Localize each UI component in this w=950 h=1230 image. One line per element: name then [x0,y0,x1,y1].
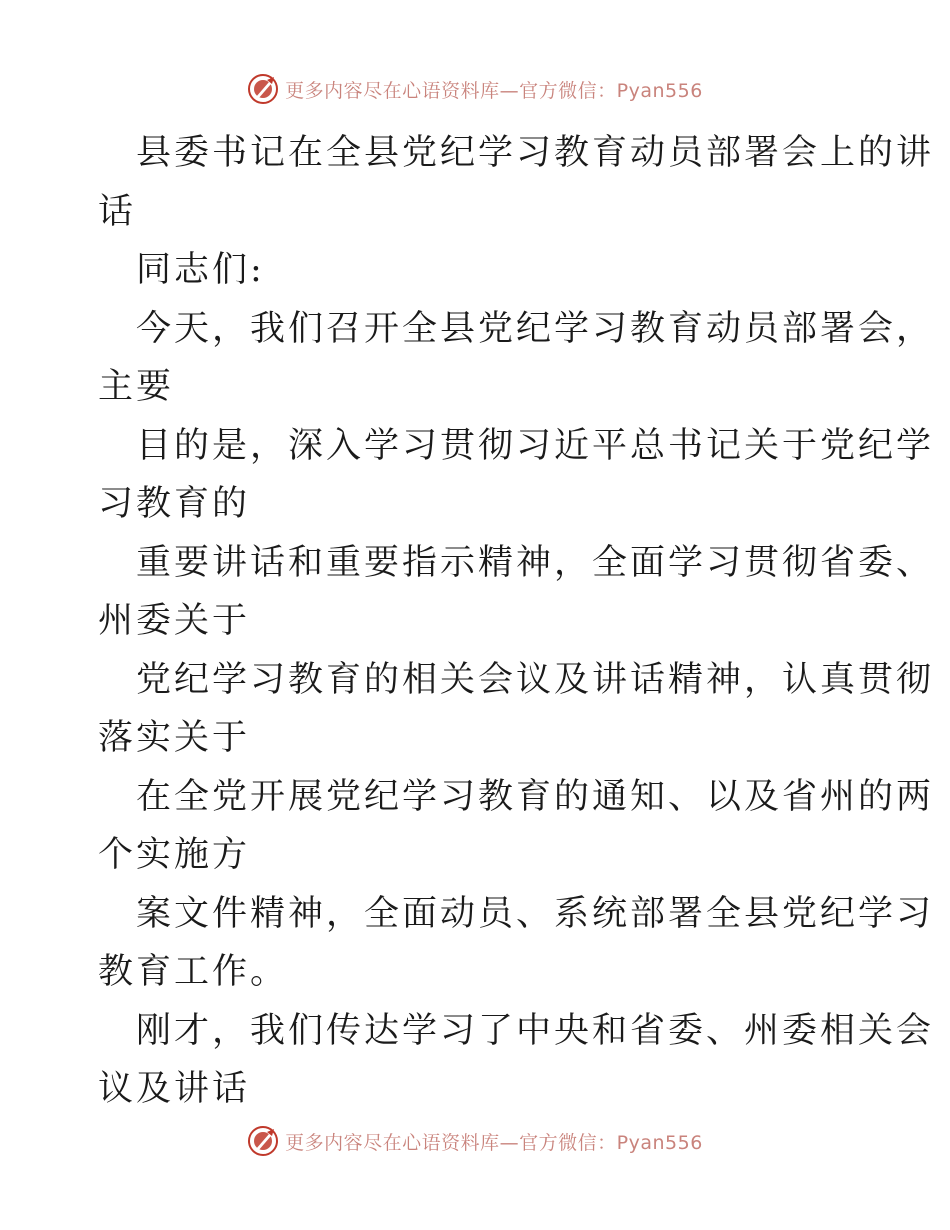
text-line: 话 [98,191,137,232]
text-line: 案文件精神，全面动员、系统部署全县党纪学习 [136,893,935,934]
text-line: 教育工作。 [98,952,289,992]
header-banner[interactable] [0,72,950,106]
text-line: 州委关于 [98,601,251,641]
text-line: 刚才，我们传达学习了中央和省委、州委相关会 [136,1010,935,1051]
document-body [98,124,935,1119]
text-line: 目的是，深入学习贯彻习近平总书记关于党纪学 [136,425,935,466]
text-line: 党纪学习教育的相关会议及讲话精神，认真贯彻 [136,659,935,700]
text-line: 议及讲话 [98,1069,251,1109]
banner-text: 更多内容尽在心语资料库—官方微信：Pyan556 [285,79,703,102]
text-line: 在全党开展党纪学习教育的通知、以及省州的两 [136,776,935,817]
text-line: 今天，我们召开全县党纪学习教育动员部署会， [136,308,935,349]
footer-banner[interactable] [0,1124,950,1158]
banner-text: 更多内容尽在心语资料库—官方微信：Pyan556 [285,1131,703,1154]
text-line: 落实关于 [98,718,251,758]
text-line: 县委书记在全县党纪学习教育动员部署会上的讲 [136,133,935,173]
text-line: 习教育的 [98,484,251,524]
text-line: 重要讲话和重要指示精神，全面学习贯彻省委、 [136,542,935,583]
quill-pen-logo-icon [247,1125,279,1157]
text-line: 个实施方 [98,835,251,875]
text-line: 同志们: [136,250,265,290]
quill-pen-logo-icon [247,73,279,105]
text-line: 主要 [98,367,175,407]
